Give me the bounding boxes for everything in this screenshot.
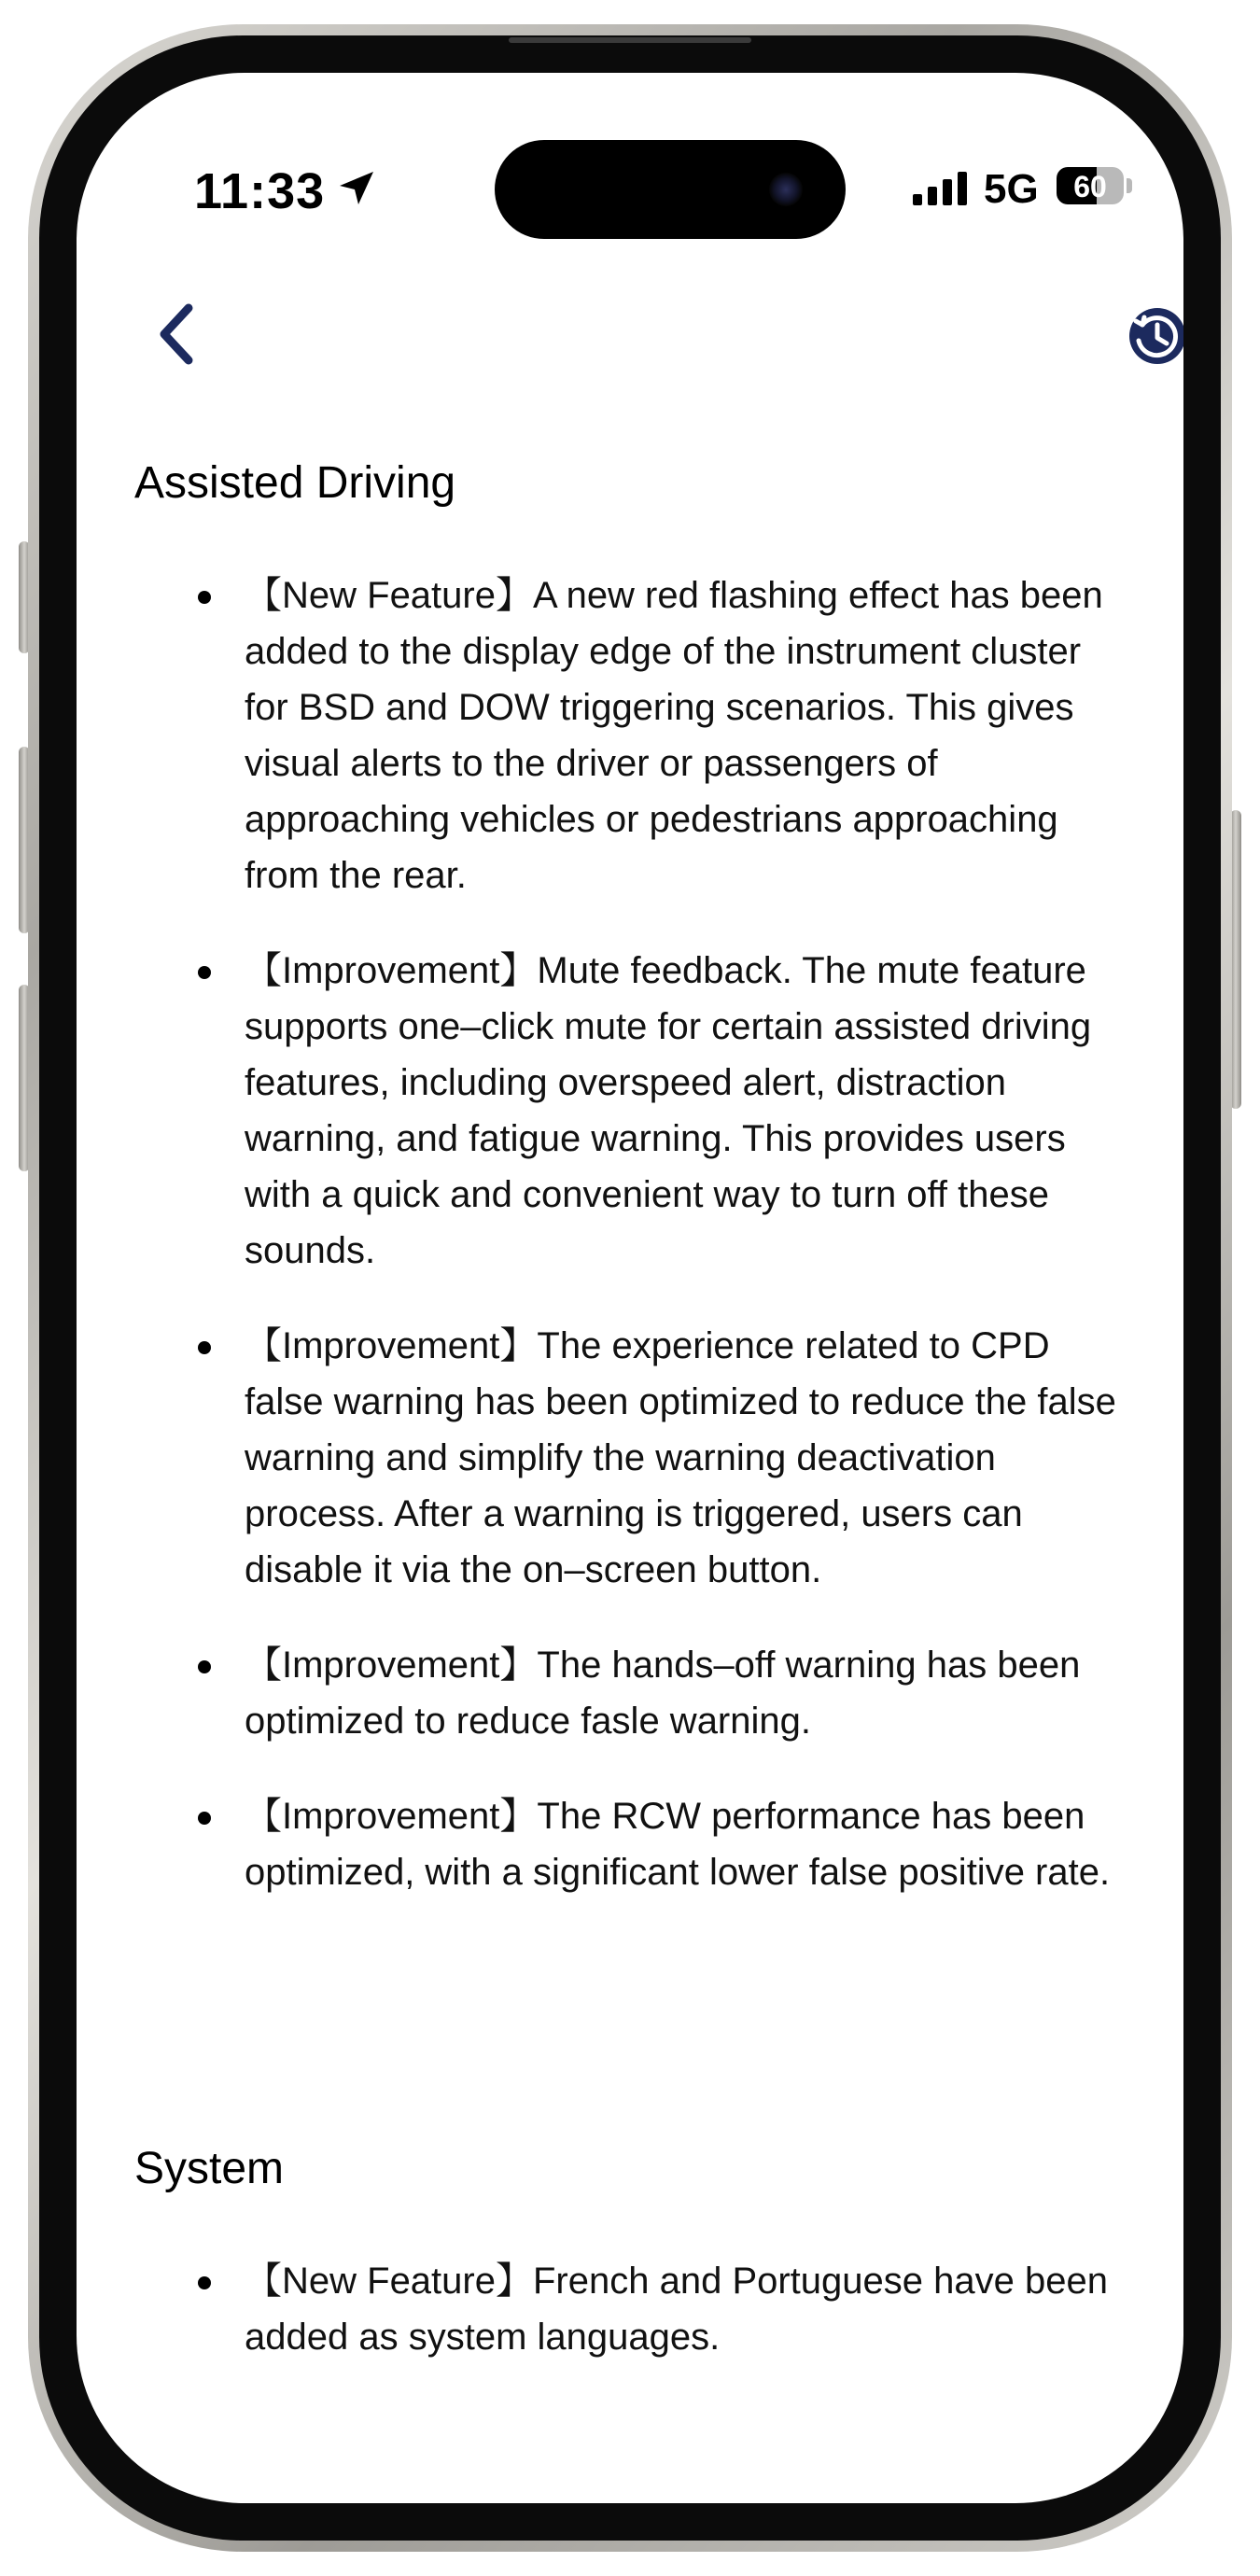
list-item [77,1788,1183,1900]
list-item [77,2253,1183,2365]
list-item-text: 【New Feature】A new red flashing effect has been added to the display edge of the instrument cluster for BSD and DOW triggering scenarios. This gives visual alerts to the driver or passengers of approaching vehicles or pedestrians approaching from the rear. [245,575,1103,896]
cellular-signal-icon [913,172,969,205]
list-item [77,1318,1183,1598]
list-item-text: 【Improvement】The experience related to CPD false warning has been optimized to reduce the false warning and simplify the warning deactivation process. After a warning is triggered, users can disable it via the on–screen button. [245,1325,1116,1590]
status-bar [77,73,1183,231]
earpiece [509,37,751,43]
status-time: 11:33 [194,163,326,219]
dynamic-island [495,140,846,239]
phone-bezel [39,35,1221,2541]
section-title-system: System [134,2144,285,2193]
back-button[interactable] [142,289,213,379]
chevron-left-icon [142,289,213,379]
bullet-dot [198,2276,211,2289]
list-item-text: 【Improvement】The hands–off warning has been optimized to reduce fasle warning. [245,1645,1081,1742]
screen [77,73,1183,2503]
battery-tip [1127,178,1132,193]
list-item-text: 【New Feature】French and Portuguese have been added as system languages. [245,2261,1108,2358]
section-title-assisted-driving: Assisted Driving [134,458,456,508]
front-camera [769,173,803,206]
network-type: 5G [984,166,1039,212]
battery-level: 60 [1073,170,1107,203]
assisted-driving-list [77,567,1183,1939]
list-item-text: 【Improvement】The RCW performance has been optimized, with a significant lower false positive rate. [245,1796,1111,1893]
bullet-dot [198,1660,211,1673]
clock-history-icon [1120,299,1183,373]
bullet-dot [198,1812,211,1825]
bullet-dot [198,966,211,979]
system-list [77,2253,1183,2404]
history-button[interactable] [1120,299,1183,373]
list-item [77,1637,1183,1749]
list-item [77,567,1183,903]
location-arrow-icon [334,166,379,211]
bullet-dot [198,1341,211,1354]
bullet-dot [198,591,211,604]
phone-frame [28,24,1232,2552]
list-item [77,943,1183,1279]
list-item-text: 【Improvement】Mute feedback. The mute feature supports one–click mute for certain assisted driving features, including overspeed alert, distraction warning, and fatigue warning. This provides users with a quick and convenient way to turn off these sounds. [245,950,1092,1271]
